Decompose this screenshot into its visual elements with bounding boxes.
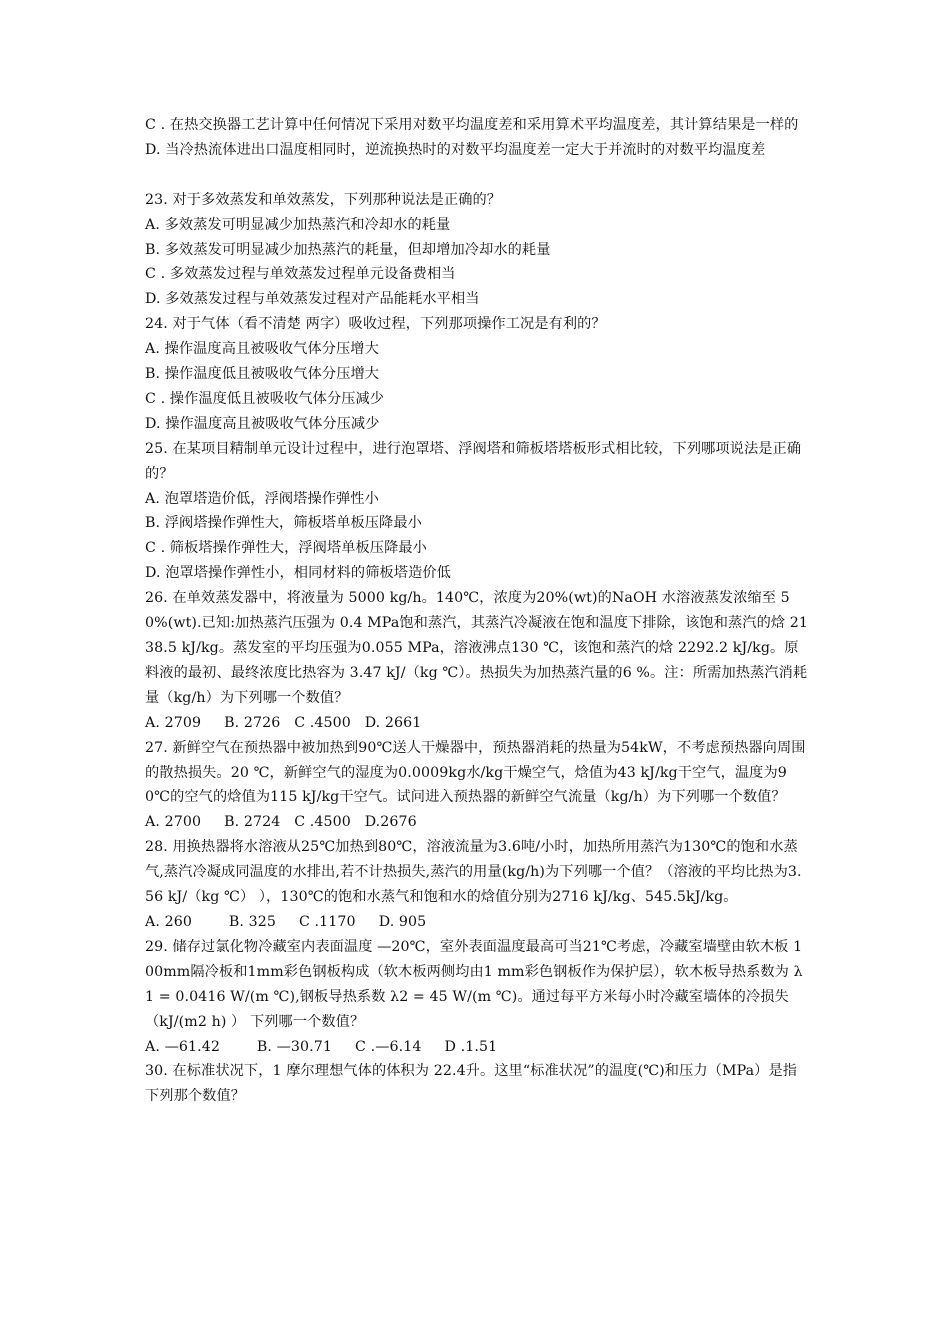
question-25 <box>145 437 810 586</box>
question-24 <box>145 312 810 437</box>
option-b: B. 多效蒸发可明显减少加热蒸汽的耗量，但却增加冷却水的耗量 <box>145 241 551 258</box>
question-stem: 30. 在标准状况下，1 摩尔理想气体的体积为 22.4升。这里“标准状况”的温度(℃)和压力（MPa）是指下列那个数值？ <box>145 1063 798 1105</box>
option-c: C . 操作温度低且被吸收气体分压减少 <box>145 390 385 407</box>
option-b: B. 操作温度低且被吸收气体分压增大 <box>145 366 380 383</box>
option-d: D. 多效蒸发过程与单效蒸发过程对产品能耗水平相当 <box>145 291 480 308</box>
question-29 <box>145 935 810 1060</box>
option-row: A. 2709 B. 2726 C .4500 D. 2661 <box>145 714 422 731</box>
question-stem: 25. 在某项目精制单元设计过程中，进行泡罩塔、浮阀塔和筛板塔塔板形式相比较，下列哪项说法是正确的？ <box>145 440 802 482</box>
option-row: A. —61.42 B. —30.71 C .—6.14 D .1.51 <box>145 1038 498 1055</box>
prev-option-d: D. 当冷热流体进出口温度相同时，逆流换热时的对数平均温度差一定大于并流时的对数平均温度差 <box>145 141 766 158</box>
blank-line <box>145 163 810 188</box>
question-stem: 23. 对于多效蒸发和单效蒸发，下列那种说法是正确的？ <box>145 191 502 208</box>
option-c: C . 多效蒸发过程与单效蒸发过程单元设备费相当 <box>145 266 456 283</box>
question-26 <box>145 586 810 735</box>
option-row: A. 2700 B. 2724 C .4500 D.2676 <box>145 814 417 831</box>
question-stem: 28. 用换热器将水溶液从25℃加热到80℃，溶液流量为3.6吨/小时，加热所用蒸汽为130℃的饱和水蒸气,蒸汽冷凝成同温度的水排出,若不计热损失,蒸汽的用量(kg/h)为下列哪一个值？（溶液的平均比热为3.56 kJ/（kg ℃） ），130℃的饱和水蒸气和饱和水的焓值分别为2716 kJ/kg、545.5kJ/kg。 <box>145 839 802 906</box>
question-stem: 29. 储存过氯化物冷藏室内表面温度 —20℃，室外表面温度最高可当21℃考虑，冷藏室墙壁由软木板 100mm隔冷板和1mm彩色钢板构成（软木板两侧均由1 mm彩色钢板作为保护层），软木板导热系数为 λ1 = 0.0416 W/(m ℃),钢板导热系数 λ2 = 45 W/(m ℃)。通过每平方米每小时冷藏室墙体的冷损失（kJ/(m2 h) ） 下列哪一个数值？ <box>145 938 803 1030</box>
document-page <box>145 113 810 1109</box>
option-c: C . 筛板塔操作弹性大，浮阀塔单板压降最小 <box>145 540 427 557</box>
option-a: A. 多效蒸发可明显减少加热蒸汽和冷却水的耗量 <box>145 216 451 233</box>
option-d: D. 泡罩塔操作弹性小，相同材料的筛板塔造价低 <box>145 565 451 582</box>
question-23 <box>145 188 810 313</box>
question-30 <box>145 1059 810 1109</box>
question-stem: 26. 在单效蒸发器中，将液量为 5000 kg/h。140℃，浓度为20%(wt)的NaOH 水溶液蒸发浓缩至 50%(wt).已知:加热蒸汽压强为 0.4 MPa饱和蒸汽，其蒸汽冷凝液在饱和温度下排除，该饱和蒸汽的焓 2138.5 kJ/kg。蒸发室的平均压强为0.055 MPa，溶液沸点130 ℃，该饱和蒸汽的焓 2292.2 kJ/kg。原料液的最初、最终浓度比热容为 3.47 kJ/（kg ℃）。热损失为加热蒸汽量的6 %。注：所需加热蒸汽消耗量（kg/h）为下列哪一个数值？ <box>145 590 809 706</box>
question-28 <box>145 835 810 935</box>
option-d: D. 操作温度高且被吸收气体分压减少 <box>145 415 380 432</box>
question-stem: 24. 对于气体（看不清楚 两字）吸收过程，下列那项操作工况是有利的？ <box>145 316 606 333</box>
question-27 <box>145 736 810 836</box>
option-b: B. 浮阀塔操作弹性大，筛板塔单板压降最小 <box>145 515 422 532</box>
option-a: A. 泡罩塔造价低，浮阀塔操作弹性小 <box>145 490 379 507</box>
question-stem: 27. 新鲜空气在预热器中被加热到90℃送人干燥器中，预热器消耗的热量为54kW，不考虑预热器向周围的散热损失。20 ℃，新鲜空气的湿度为0.0009kg水/kg干燥空气，焓值为43 kJ/kg干空气，温度为90℃的空气的焓值为115 kJ/kg干空气。试问进入预热器的新鲜空气流量（kg/h）为下列哪一个数值？ <box>145 739 806 806</box>
option-a: A. 操作温度高且被吸收气体分压增大 <box>145 341 379 358</box>
prev-option-c: C . 在热交换器工艺计算中任何情况下采用对数平均温度差和采用算术平均温度差，其计算结果是一样的 <box>145 117 799 133</box>
option-row: A. 260 B. 325 C .1170 D. 905 <box>145 913 427 930</box>
